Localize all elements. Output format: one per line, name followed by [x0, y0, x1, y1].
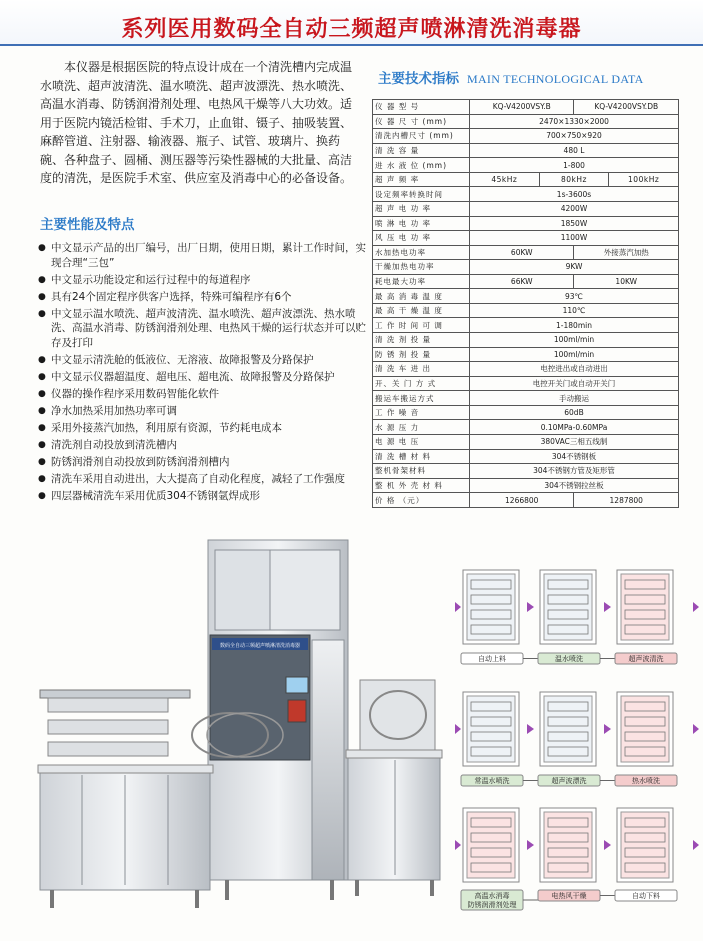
spec-value: 电控进出或自动进出 [470, 362, 679, 377]
spec-row [373, 187, 679, 202]
process-step [463, 808, 519, 882]
spec-row [373, 260, 679, 275]
spec-row [373, 231, 679, 246]
step-label-text: 温水喷洗 [555, 655, 583, 663]
process-step-label [615, 775, 677, 786]
flow-arrow-icon [455, 840, 461, 850]
flow-arrow-icon [527, 602, 534, 612]
spec-value: 1s-3600s [470, 187, 679, 202]
features-heading: 主要性能及特点 [40, 217, 135, 233]
step-label-text: 高温水消毒 [474, 892, 510, 900]
flow-arrow-icon [455, 602, 461, 612]
spec-table [372, 99, 679, 508]
spec-row [373, 478, 679, 493]
spec-label: 开、关 门 方 式 [373, 376, 470, 391]
spec-value: 9KW [470, 260, 679, 275]
spec-label: 最 高 消 毒 温 度 [373, 289, 470, 304]
process-flow-diagram [455, 560, 700, 920]
step-label-text: 自动下料 [632, 892, 660, 900]
spec-row [373, 201, 679, 216]
spec-value: 2470×1330×2000 [470, 114, 679, 129]
spec-value: 700×750×920 [470, 129, 679, 144]
display-panel-text: 数码全自动三频超声喷淋清洗消毒器 [219, 643, 301, 649]
step-label-text: 常温水喷洗 [474, 777, 510, 785]
spec-value: 外接蒸汽加热 [574, 245, 679, 260]
spec-label: 价 格 （元） [373, 493, 470, 508]
feature-item: ● 仪器的操作程序采用数码智能化软件 [38, 387, 368, 402]
spec-row [373, 158, 679, 173]
spec-label: 搬运车搬运方式 [373, 391, 470, 406]
flow-arrow-icon [693, 602, 699, 612]
spec-label: 耗电最大功率 [373, 274, 470, 289]
spec-row [373, 493, 679, 508]
spec-row [373, 143, 679, 158]
spec-row [373, 303, 679, 318]
feature-item: ● 防锈润滑剂自动投放到防锈润滑剂槽内 [38, 455, 368, 470]
spec-label: 防 锈 剂 投 量 [373, 347, 470, 362]
spec-row [373, 347, 679, 362]
spec-label: 清 洗 剂 投 量 [373, 333, 470, 348]
spec-row [373, 405, 679, 420]
spec-value: 480 L [470, 143, 679, 158]
spec-value: 60dB [470, 405, 679, 420]
spec-row [373, 362, 679, 377]
page-title: 系列医用数码全自动三频超声喷淋清洗消毒器 [121, 17, 582, 42]
spec-row [373, 464, 679, 479]
flow-arrow-icon [527, 840, 534, 850]
spec-row [373, 172, 679, 187]
spec-row [373, 129, 679, 144]
spec-value: 66KW [470, 274, 574, 289]
spec-value: 0.10MPa-0.60MPa [470, 420, 679, 435]
flow-arrow-icon [604, 724, 611, 734]
spec-value: 304不锈钢板 [470, 449, 679, 464]
spec-value: 1-800 [470, 158, 679, 173]
process-step-label [538, 775, 600, 786]
spec-label: 清洗内槽尺寸 (mm) [373, 129, 470, 144]
process-step-label [461, 775, 523, 786]
spec-value: 1266800 [470, 493, 574, 508]
spec-row [373, 420, 679, 435]
feature-item: ● 具有24个固定程序供客户选择，特殊可编程序有6个 [38, 290, 368, 305]
spec-value: 100ml/min [470, 347, 679, 362]
spec-value: 10KW [574, 274, 679, 289]
spec-label: 进 水 液 位 (mm) [373, 158, 470, 173]
spec-value: 100ml/min [470, 333, 679, 348]
process-step [617, 570, 673, 644]
spec-heading-en: MAIN TECHNOLOGICAL DATA [467, 72, 644, 86]
spec-row [373, 391, 679, 406]
spec-value: 304不锈钢方管及矩形管 [470, 464, 679, 479]
process-step [540, 570, 596, 644]
step-label-text: 防锈润滑剂处理 [467, 901, 517, 909]
spec-value: 1287800 [574, 493, 679, 508]
spec-row [373, 216, 679, 231]
spec-label: 水加热电功率 [373, 245, 470, 260]
process-step-label [615, 653, 677, 664]
spec-label: 设定频率转换时间 [373, 187, 470, 202]
spec-label: 仪 器 尺 寸 (mm) [373, 114, 470, 129]
spec-label: 整机骨架材料 [373, 464, 470, 479]
spec-value: 手动搬运 [470, 391, 679, 406]
spec-row [373, 449, 679, 464]
feature-item: ● 清洗车采用自动进出，大大提高了自动化程度，减轻了工作强度 [38, 472, 368, 487]
spec-value: KQ-V4200VSY.DB [574, 100, 679, 115]
spec-label: 仪 器 型 号 [373, 100, 470, 115]
feature-item: ● 中文显示仪器超温度、超电压、超电流、故障报警及分路保护 [38, 370, 368, 385]
spec-value: 110℃ [470, 303, 679, 318]
feature-item: ● 中文显示产品的出厂编号，出厂日期，使用日期，累计工作时间，实现合理“三包” [38, 241, 368, 270]
process-step-label [461, 890, 523, 910]
spec-row [373, 376, 679, 391]
process-step-label [538, 653, 600, 664]
spec-value: KQ-V4200VSY.B [470, 100, 574, 115]
spec-value: 4200W [470, 201, 679, 216]
spec-row [373, 333, 679, 348]
process-step [617, 808, 673, 882]
title-divider [0, 44, 703, 46]
flow-arrow-icon [693, 840, 699, 850]
feature-item: ● 采用外接蒸汽加热，利用原有资源，节约耗电成本 [38, 421, 368, 436]
spec-label: 工 作 噪 音 [373, 405, 470, 420]
spec-label: 清 洗 车 进 出 [373, 362, 470, 377]
flow-arrow-icon [604, 602, 611, 612]
flow-arrow-icon [604, 840, 611, 850]
flow-arrow-icon [693, 724, 699, 734]
spec-label: 工 作 时 间 可 调 [373, 318, 470, 333]
step-label-text: 热水喷洗 [632, 777, 660, 785]
process-step [463, 692, 519, 766]
spec-label: 水 源 压 力 [373, 420, 470, 435]
spec-value: 304不锈钢拉丝板 [470, 478, 679, 493]
spec-value: 1850W [470, 216, 679, 231]
spec-heading-cn: 主要技术指标 [378, 71, 459, 87]
spec-value: 93℃ [470, 289, 679, 304]
spec-row [373, 274, 679, 289]
spec-value: 60KW [470, 245, 574, 260]
spec-value: 1100W [470, 231, 679, 246]
feature-item: ● 中文显示清洗舱的低液位、无溶液、故障报警及分路保护 [38, 353, 368, 368]
spec-label: 电 源 电 压 [373, 434, 470, 449]
machine-illustration [30, 530, 445, 920]
control-screen[interactable] [286, 677, 308, 693]
process-step-label [538, 890, 600, 901]
spec-value: 80kHz [539, 172, 609, 187]
spec-row [373, 245, 679, 260]
process-step [540, 808, 596, 882]
process-step-label [461, 653, 523, 664]
spec-row [373, 100, 679, 115]
spec-heading [378, 67, 644, 87]
step-label-text: 自动上料 [478, 655, 506, 663]
spec-row [373, 289, 679, 304]
feature-item: ● 净水加热采用加热功率可调 [38, 404, 368, 419]
step-label-text: 超声波清洗 [628, 655, 664, 663]
spec-row [373, 318, 679, 333]
spec-label: 超 声 频 率 [373, 172, 470, 187]
wash-chamber [210, 635, 310, 760]
flow-arrow-icon [455, 724, 461, 734]
flow-arrow-icon [527, 724, 534, 734]
step-label-text: 超声波漂洗 [551, 777, 587, 785]
spec-label: 超 声 电 功 率 [373, 201, 470, 216]
spec-value: 电控开关门或自动开关门 [470, 376, 679, 391]
spec-label: 清 洗 容 量 [373, 143, 470, 158]
spec-value: 100kHz [609, 172, 679, 187]
process-step [540, 692, 596, 766]
spec-label: 最 高 干 燥 温 度 [373, 303, 470, 318]
feature-item: ● 中文显示温水喷洗、超声波清洗、温水喷洗、超声波漂洗、热水喷洗、高温水消毒、防锈润滑剂处理、电热风干燥的运行状态并可以贮存及打印 [38, 307, 368, 351]
features-list [38, 241, 368, 506]
step-label-text: 电热风干燥 [551, 892, 587, 900]
spec-value: 1-180min [470, 318, 679, 333]
spec-label: 风 压 电 功 率 [373, 231, 470, 246]
control-keypad[interactable] [288, 700, 306, 722]
feature-item: ● 四层器械清洗车采用优质304不锈钢氩焊成形 [38, 489, 368, 504]
process-step [463, 570, 519, 644]
process-step [617, 692, 673, 766]
spec-value: 45kHz [470, 172, 540, 187]
process-step-label [615, 890, 677, 901]
spec-row [373, 434, 679, 449]
spec-label: 清 洗 槽 材 料 [373, 449, 470, 464]
spec-value: 380VAC三相五线制 [470, 434, 679, 449]
spec-label: 喷 淋 电 功 率 [373, 216, 470, 231]
spec-label: 干燥加热电功率 [373, 260, 470, 275]
spec-label: 整 机 外 壳 材 料 [373, 478, 470, 493]
feature-item: ● 清洗剂自动投放到清洗槽内 [38, 438, 368, 453]
intro-paragraph: 本仪器是根据医院的特点设计成在一个清洗槽内完成温水喷洗、超声波清洗、温水喷洗、超声波漂洗、热水喷洗、高温水消毒、防锈润滑剂处理、电热风干燥等八大功效。适用于医院内镜活检钳、手术刀，止血钳、镊子、抽吸装置、麻醉管道、注射器、输液器、瓶子、试管、玻璃片、换药碗、各种盘子、圆桶、测压器等污染性器械的大批量、高洁度的清洗，是医院手术室、供应室及消毒中心的必备设备。 [40, 60, 353, 185]
spec-row [373, 114, 679, 129]
feature-item: ● 中文显示功能设定和运行过程中的每道程序 [38, 273, 368, 288]
